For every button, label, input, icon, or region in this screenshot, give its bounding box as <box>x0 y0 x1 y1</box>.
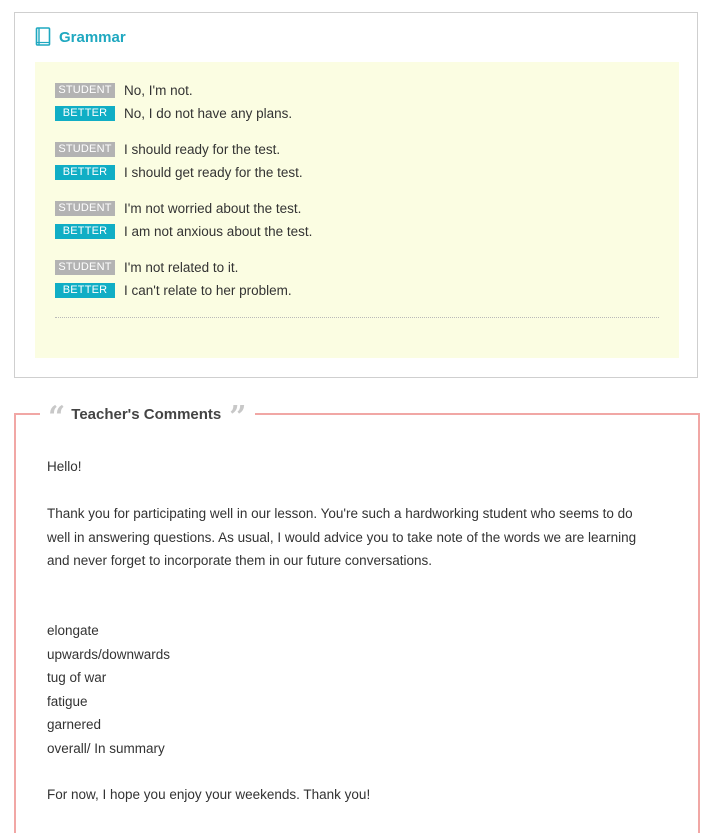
better-sentence: I can't relate to her problem. <box>124 283 292 298</box>
book-icon <box>35 27 51 47</box>
better-badge: BETTER <box>55 165 115 180</box>
comment-closing: For now, I hope you enjoy your weekends. Thank you! <box>47 787 371 802</box>
student-sentence: I should ready for the test. <box>124 142 281 157</box>
student-badge: STUDENT <box>55 83 115 98</box>
correction-pair <box>55 256 292 302</box>
better-sentence: I should get ready for the test. <box>124 165 303 180</box>
open-quote-icon: “ <box>48 400 66 435</box>
grammar-header <box>35 27 126 47</box>
better-sentence: I am not anxious about the test. <box>124 224 313 239</box>
correction-pair <box>55 197 312 243</box>
correction-pair <box>55 79 292 125</box>
vocabulary-item: elongate <box>47 623 99 638</box>
teacher-comments-panel <box>14 400 700 833</box>
correction-pair <box>55 138 303 184</box>
comment-paragraph <box>47 502 636 573</box>
dotted-divider <box>55 317 659 318</box>
vocabulary-item: fatigue <box>47 693 88 709</box>
better-badge: BETTER <box>55 224 115 239</box>
vocabulary-item: upwards/downwards <box>47 646 171 662</box>
student-badge: STUDENT <box>55 142 115 157</box>
student-badge: STUDENT <box>55 260 115 275</box>
grammar-corrections <box>35 62 679 358</box>
student-sentence: No, I'm not. <box>124 83 193 98</box>
paragraph-line: Thank you for participating well in our lesson. You're such a hardworking student who seems to do <box>47 506 633 521</box>
vocabulary-item: tug of war <box>47 670 107 685</box>
comments-title: Teacher's Comments <box>71 405 222 423</box>
paragraph-line: well in answering questions. As usual, I would advice you to take note of the words we are learning <box>47 529 637 545</box>
vocabulary-item: garnered <box>47 717 102 732</box>
student-badge: STUDENT <box>55 201 115 216</box>
comments-legend <box>40 400 255 435</box>
better-sentence: No, I do not have any plans. <box>124 106 293 121</box>
close-quote-icon: ” <box>229 400 247 435</box>
better-badge: BETTER <box>55 283 115 298</box>
comment-greeting: Hello! <box>47 459 82 474</box>
student-sentence: I'm not worried about the test. <box>124 201 302 216</box>
vocabulary-list <box>47 619 170 760</box>
student-sentence: I'm not related to it. <box>124 260 239 275</box>
grammar-panel <box>14 12 698 378</box>
vocabulary-item: overall/ In summary <box>47 740 165 756</box>
better-badge: BETTER <box>55 106 115 121</box>
paragraph-line: and never forget to incorporate them in our future conversations. <box>47 553 432 568</box>
grammar-title: Grammar <box>59 28 126 46</box>
